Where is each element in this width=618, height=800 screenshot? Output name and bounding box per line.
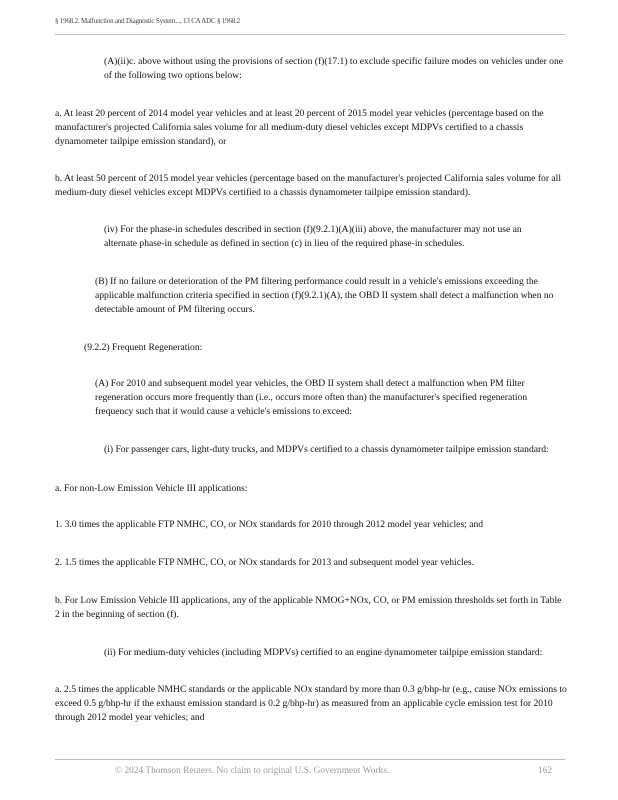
- paragraph-option-b: b. At least 50 percent of 2015 model year vehicles (percentage based on the manufacturer's projected California sales volume for all medium-duty diesel vehicles except MDPVs certified to a chassis dynamometer tailpipe emission standard).: [55, 173, 562, 198]
- paragraph-option-a: a. At least 20 percent of 2014 model year vehicles and at least 20 percent of 2015 model year vehicles (percentage based on the manufacturer's projected California sales volume for all medium-duty diesel vehicles except MDPVs certified to a chassis dynamometer tailpipe emission standard), or: [55, 108, 544, 147]
- paragraph-a-frequent-regeneration: (A) For 2010 and subsequent model year vehicles, the OBD II system shall detect a malfunction when PM filter regeneration occurs more frequently than (i.e., occurs more often than) the manufacturer's specified regeneration frequency such that it would cause a vehicle's emissions to exceed:: [95, 378, 528, 417]
- copyright-notice: © 2024 Thomson Reuters. No claim to original U.S. Government Works.: [115, 766, 390, 776]
- paragraph-iv: (iv) For the phase-in schedules described in section (f)(9.2.1)(A)(iii) above, the manufacturer may not use an alternate phase-in schedule as defined in section (c) in lieu of the required phase-in schedules.: [104, 224, 522, 249]
- paragraph-b-pm-filtering: (B) If no failure or deterioration of the PM filtering performance could result in a vehicle's emissions exceeding the applicable malfunction criteria specified in section (f)(9.2.1)(A), the OBD II system shall detect a malfunction when no detectable amount of PM filtering occurs.: [95, 276, 554, 315]
- paragraph-item-1: 1. 3.0 times the applicable FTP NMHC, CO, or NOx standards for 2010 through 2012 model year vehicles; and: [55, 519, 484, 530]
- running-header: § 1968.2. Malfunction and Diagnostic System..., 13 CA ADC § 1968.2: [55, 17, 240, 25]
- section-heading-9-2-2: (9.2.2) Frequent Regeneration:: [84, 342, 203, 353]
- paragraph-non-lev-iii: a. For non-Low Emission Vehicle III applications:: [55, 483, 248, 494]
- paragraph-lev-iii: b. For Low Emission Vehicle III applications, any of the applicable NMOG+NOx, CO, or PM emission thresholds set forth in Table 2 in the beginning of section (f).: [55, 595, 562, 620]
- paragraph-i-passenger-cars: (i) For passenger cars, light-duty trucks, and MDPVs certified to a chassis dynamometer tailpipe emission standard:: [104, 444, 549, 455]
- footer-rule: [55, 759, 565, 760]
- paragraph-nmhc-standard: a. 2.5 times the applicable NMHC standards or the applicable NOx standard by more than 0.3 g/bhp-hr (e.g., cause NOx emissions to exceed 0.5 g/bhp-hr if the exhaust emission standard is 0.2 g/bhp-hr) as measured from an applicable cycle emission test for 2010 through 2012 model year vehicles; and: [55, 684, 567, 723]
- paragraph-ii-medium-duty: (ii) For medium-duty vehicles (including MDPVs) certified to an engine dynamometer tailpipe emission standard:: [104, 647, 543, 658]
- paragraph-item-2: 2. 1.5 times the applicable FTP NMHC, CO, or NOx standards for 2013 and subsequent model year vehicles.: [55, 557, 475, 568]
- header-rule: [55, 34, 565, 35]
- page-number: 162: [538, 766, 553, 776]
- paragraph-a-ii-c-continued: (A)(ii)c. above without using the provisions of section (f)(17.1) to exclude specific failure modes on vehicles under one of the following two options below:: [104, 56, 564, 81]
